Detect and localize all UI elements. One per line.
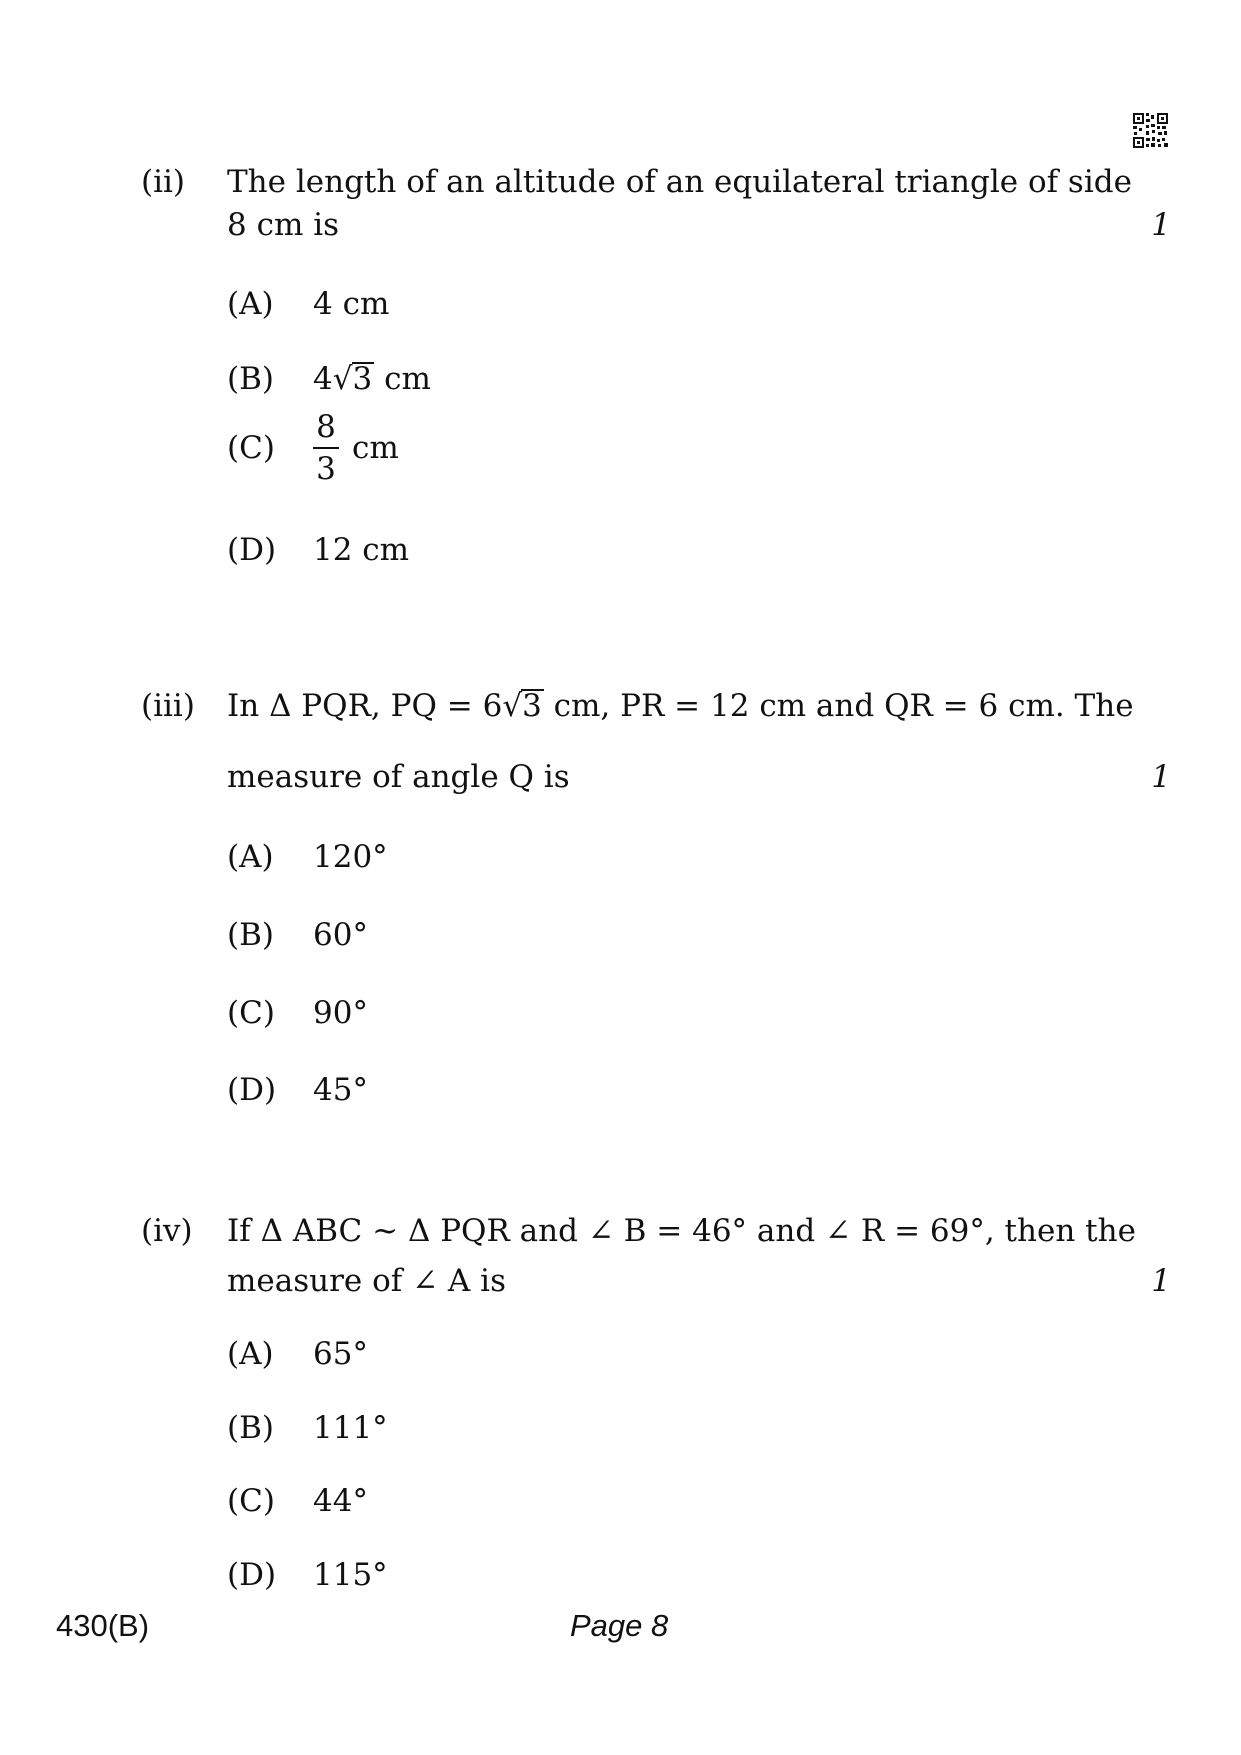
option-text: 44° xyxy=(313,1483,368,1519)
question-text: measure of angle Q is xyxy=(227,759,570,795)
option-letter: (D) xyxy=(227,1557,277,1593)
question-text-part: In Δ PQR, PQ = 6 xyxy=(227,688,503,724)
option-letter: (D) xyxy=(227,532,277,568)
option-letter: (B) xyxy=(227,1410,274,1446)
question-text xyxy=(227,686,1134,726)
option-letter: (C) xyxy=(227,430,275,466)
qr-code-icon xyxy=(1132,112,1169,149)
option-text: 12 cm xyxy=(313,532,410,568)
radicand: 3 xyxy=(352,361,373,397)
option-letter: (A) xyxy=(227,839,274,875)
option-text: 65° xyxy=(313,1336,368,1372)
marks-label: 1 xyxy=(1151,759,1171,795)
question-text-part: cm, PR = 12 cm and QR = 6 cm. The xyxy=(543,688,1134,724)
question-number: (iii) xyxy=(141,688,195,724)
option-text: 115° xyxy=(313,1557,388,1593)
option-coefficient: 4 xyxy=(313,361,333,397)
question-text: 8 cm is xyxy=(227,207,340,243)
fraction xyxy=(313,409,339,487)
option-letter: (B) xyxy=(227,917,274,953)
option-text xyxy=(313,359,431,399)
radicand: 3 xyxy=(522,688,542,724)
option-text: 111° xyxy=(313,1410,388,1446)
fraction-numerator: 8 xyxy=(316,409,336,445)
option-text: 120° xyxy=(313,839,388,875)
option-text: 60° xyxy=(313,917,368,953)
option-unit: cm xyxy=(384,361,431,397)
marks-label: 1 xyxy=(1151,1263,1171,1299)
option-letter: (D) xyxy=(227,1072,277,1108)
question-text: measure of ∠ A is xyxy=(227,1263,506,1299)
option-letter: (C) xyxy=(227,995,275,1031)
question-text: If Δ ABC ~ Δ PQR and ∠ B = 46° and ∠ R = 69°, then the xyxy=(227,1213,1136,1249)
option-letter: (A) xyxy=(227,286,274,322)
fraction-bar xyxy=(313,447,339,449)
fraction-denominator: 3 xyxy=(316,451,336,487)
paper-code: 430(B) xyxy=(56,1608,150,1643)
option-unit: cm xyxy=(352,430,399,466)
marks-label: 1 xyxy=(1151,207,1171,243)
question-number: (ii) xyxy=(141,164,186,200)
question-number: (iv) xyxy=(141,1213,193,1249)
option-letter: (C) xyxy=(227,1483,275,1519)
option-letter: (A) xyxy=(227,1336,274,1372)
question-text: The length of an altitude of an equilateral triangle of side xyxy=(227,164,1132,200)
option-text: 90° xyxy=(313,995,368,1031)
option-text: 4 cm xyxy=(313,286,390,322)
square-root: √3 xyxy=(502,688,542,724)
square-root: √3 xyxy=(332,361,373,397)
option-letter: (B) xyxy=(227,361,274,397)
page-number: Page 8 xyxy=(570,1608,669,1643)
option-text: 45° xyxy=(313,1072,368,1108)
